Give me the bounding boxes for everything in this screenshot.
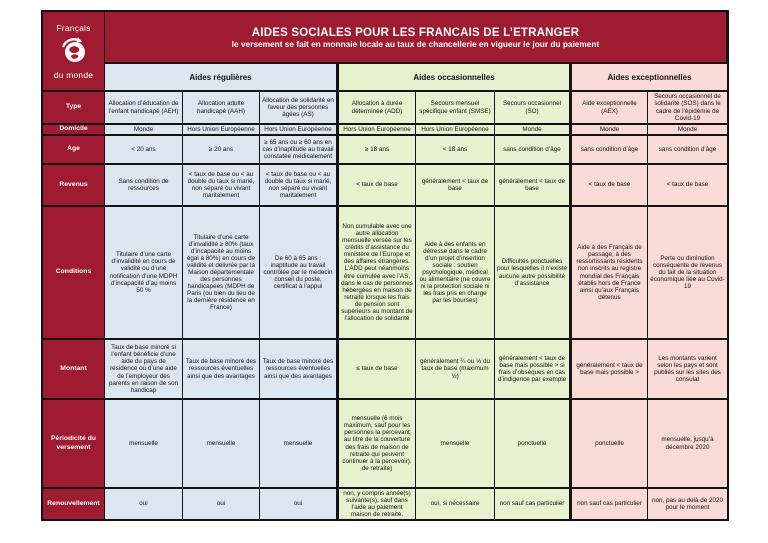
cell-type-col1: Allocation d’éducation de l’enfant handicapé (AEH) (105, 92, 183, 125)
cell-periodicite-du-versement-col2: mensuelle (183, 400, 260, 489)
cell-domicile-col3: Hors Union Européenne (260, 125, 339, 136)
cell-conditions-col3: De 60 à 65 ans : inaptitude au travail contrôlée par le médecin conseil du poste, certificat à l’appui (260, 207, 339, 340)
cell-montant-col4: ≤ taux de base (339, 340, 416, 400)
cell-montant-col1: Taux de base minoré si l’enfant bénéficie d’une aide du pays de résidence ou d’une aide de l’employeur des parents en raison de son handicap (105, 340, 183, 400)
cell-conditions-col2: Titulaire d’une carte d’invalidité ≥ 80% (taux d’incapacité au moins égal à 80%) en cours de validité et délivrée par la Maison départementale des personnes handicapées (MDPH de Paris (ou bien du lieu de la dernière résidence en France) (183, 207, 260, 340)
logo-text-top: Français (56, 22, 91, 33)
cell-domicile-col8: Monde (648, 125, 727, 136)
cell-age-col6: sans condition d’âge (495, 136, 572, 165)
cell-domicile-col4: Hors Union Européenne (339, 125, 416, 136)
cell-revenus-col2: < taux de base ou < au double du taux si marié, non séparé ou vivant maritalement (183, 165, 260, 207)
cell-age-col2: ≥ 20 ans (183, 136, 260, 165)
document-title: AIDES SOCIALES POUR LES FRANCAIS DE L’ETRANGER (251, 27, 580, 39)
logo-text-bottom: du monde (53, 69, 94, 80)
cell-renouvellement-col2: oui (183, 489, 260, 519)
row-label-revenus: Revenus (43, 165, 105, 207)
group-header-aides-exceptionnelles: Aides exceptionnelles (572, 64, 727, 92)
logo-francais-du-monde (43, 12, 105, 92)
cell-montant-col3: Taux de base minoré des ressources éventuelles ainsi que des avantages (260, 340, 339, 400)
cell-age-col5: < 18 ans (416, 136, 495, 165)
document-subtitle: le versement se fait en monnaie locale au taux de chancellerie en vigueur le jour du paiement (231, 39, 600, 49)
cell-revenus-col1: Sans condition de ressources (105, 165, 183, 207)
cell-age-col4: ≥ 18 ans (339, 136, 416, 165)
cell-revenus-col3: < taux de base ou < au double du taux si marié, non séparé ou vivant maritalement (260, 165, 339, 207)
row-label-type: Type (43, 92, 105, 125)
cell-conditions-col8: Perte ou diminution conséquente de revenus du fait de la situation économique liée au Covid-19 (648, 207, 727, 340)
cell-conditions-col6: Difficultés ponctuelles pour lesquelles il n’existe aucune autre possibilité d’assistance (495, 207, 572, 340)
cell-periodicite-du-versement-col5: mensuelle (416, 400, 495, 489)
globe-icon (59, 34, 89, 69)
row-label-domicile: Domicile (43, 125, 105, 136)
cell-type-col2: Allocation adulte handicapé (AAH) (183, 92, 260, 125)
cell-age-col8: sans condition d’âge (648, 136, 727, 165)
title-band (105, 12, 727, 64)
cell-renouvellement-col6: non sauf cas particulier (495, 489, 572, 519)
cell-type-col4: Allocation à durée déterminée (ADD) (339, 92, 416, 125)
cell-revenus-col5: généralement < taux de base (416, 165, 495, 207)
row-label-periodicite-du-versement: Périodicité du versement (43, 400, 105, 489)
cell-age-col3: ≥ 65 ans ou ≥ 60 ans en cas d’inaptitude au travail constatée médicalement (260, 136, 339, 165)
cell-conditions-col4: Non cumulable avec une autre allocation mensuelle versée sur les crédits d’assistance du ministère de l’Europe et des affaires étrangères. L’ADD peut néanmoins être cumulée avec l’AS, dans le cas de personnes hébergées en maison de retraite lorsque les frais de pension sont supérieurs au montant de l’allocation de solidarité (339, 207, 416, 340)
cell-domicile-col6: Monde (495, 125, 572, 136)
cell-domicile-col1: Monde (105, 125, 183, 136)
cell-type-col5: Secours mensuel spécifique enfant (SMSE) (416, 92, 495, 125)
cell-periodicite-du-versement-col6: ponctuelle (495, 400, 572, 489)
cell-domicile-col2: Hors Union Européenne (183, 125, 260, 136)
cell-renouvellement-col5: oui, si nécessaire (416, 489, 495, 519)
cell-renouvellement-col3: oui (260, 489, 339, 519)
row-label-conditions: Conditions (43, 207, 105, 340)
cell-type-col8: Secours occasionnel de solidarité (SOS) dans le cadre de l’épidémie de Covid-19 (648, 92, 727, 125)
aid-table (41, 10, 729, 521)
cell-revenus-col7: < taux de base (572, 165, 648, 207)
row-label-montant: Montant (43, 340, 105, 400)
cell-type-col6: Secours occasionnel (SO) (495, 92, 572, 125)
group-header-aides-regulieres: Aides régulières (105, 64, 339, 92)
cell-periodicite-du-versement-col1: mensuelle (105, 400, 183, 489)
row-label-renouvellement: Renouvellement (43, 489, 105, 519)
cell-renouvellement-col8: non, pas au delà de 2020 pour le moment (648, 489, 727, 519)
cell-periodicite-du-versement-col4: mensuelle (6 mois maximum, sauf pour les personnes la percevant au titre de la couverture des frais de maison de retraite qui peuvent continuer à la percevoir). de retraite) (339, 400, 416, 489)
cell-age-col1: < 20 ans (105, 136, 183, 165)
cell-age-col7: sans condition d’âge (572, 136, 648, 165)
cell-montant-col7: généralement < taux de base mais possible > (572, 340, 648, 400)
cell-domicile-col5: Hors Union Européenne (416, 125, 495, 136)
cell-type-col7: Aide exceptionnelle (AEX) (572, 92, 648, 125)
cell-montant-col8: Les montants varient selon les pays et sont publiés sur les sites des consulat (648, 340, 727, 400)
cell-periodicite-du-versement-col7: ponctuelle (572, 400, 648, 489)
cell-revenus-col6: généralement < taux de base (495, 165, 572, 207)
cell-conditions-col7: Aide à des Français de passage, à des ressortissants résidents non inscrits au registre mondial des Français établis hors de France ainsi qu’aux Français détenus (572, 207, 648, 340)
cell-conditions-col5: Aide à des enfants en détresse dans le cadre d’un projet d’insertion sociale : soutien psychologique, médical ou alimentaire (ne couvre ni la protection sociale ni les frais pris en charge par les bourses) (416, 207, 495, 340)
cell-montant-col6: généralement < taux de base mais possible > si frais d’obsèques en cas d’indigence par exemple (495, 340, 572, 400)
cell-periodicite-du-versement-col8: mensuelle, jusqu’à décembre 2020 (648, 400, 727, 489)
cell-montant-col5: généralement ¼ ou ⅓ du taux de base (maximum ½) (416, 340, 495, 400)
cell-domicile-col7: Monde (572, 125, 648, 136)
cell-renouvellement-col4: non, y compris année(s) suivante(s), sauf dans l’aide au paiement maison de retraite. (339, 489, 416, 519)
row-label-age: Age (43, 136, 105, 165)
cell-renouvellement-col1: oui (105, 489, 183, 519)
cell-periodicite-du-versement-col3: mensuelle (260, 400, 339, 489)
cell-revenus-col4: < taux de base (339, 165, 416, 207)
cell-montant-col2: Taux de base minoré des ressources éventuelles ainsi que des avantages (183, 340, 260, 400)
cell-conditions-col1: Titulaire d’une carte d’invalidité en cours de validité ou d’une notification d’une MDPH d’incapacité d’au moins 50 % (105, 207, 183, 340)
cell-renouvellement-col7: non sauf cas particulier (572, 489, 648, 519)
group-header-aides-occasionnelles: Aides occasionnelles (339, 64, 572, 92)
cell-revenus-col8: < taux de base (648, 165, 727, 207)
cell-type-col3: Allocation de solidarité en faveur des personnes âgées (AS) (260, 92, 339, 125)
